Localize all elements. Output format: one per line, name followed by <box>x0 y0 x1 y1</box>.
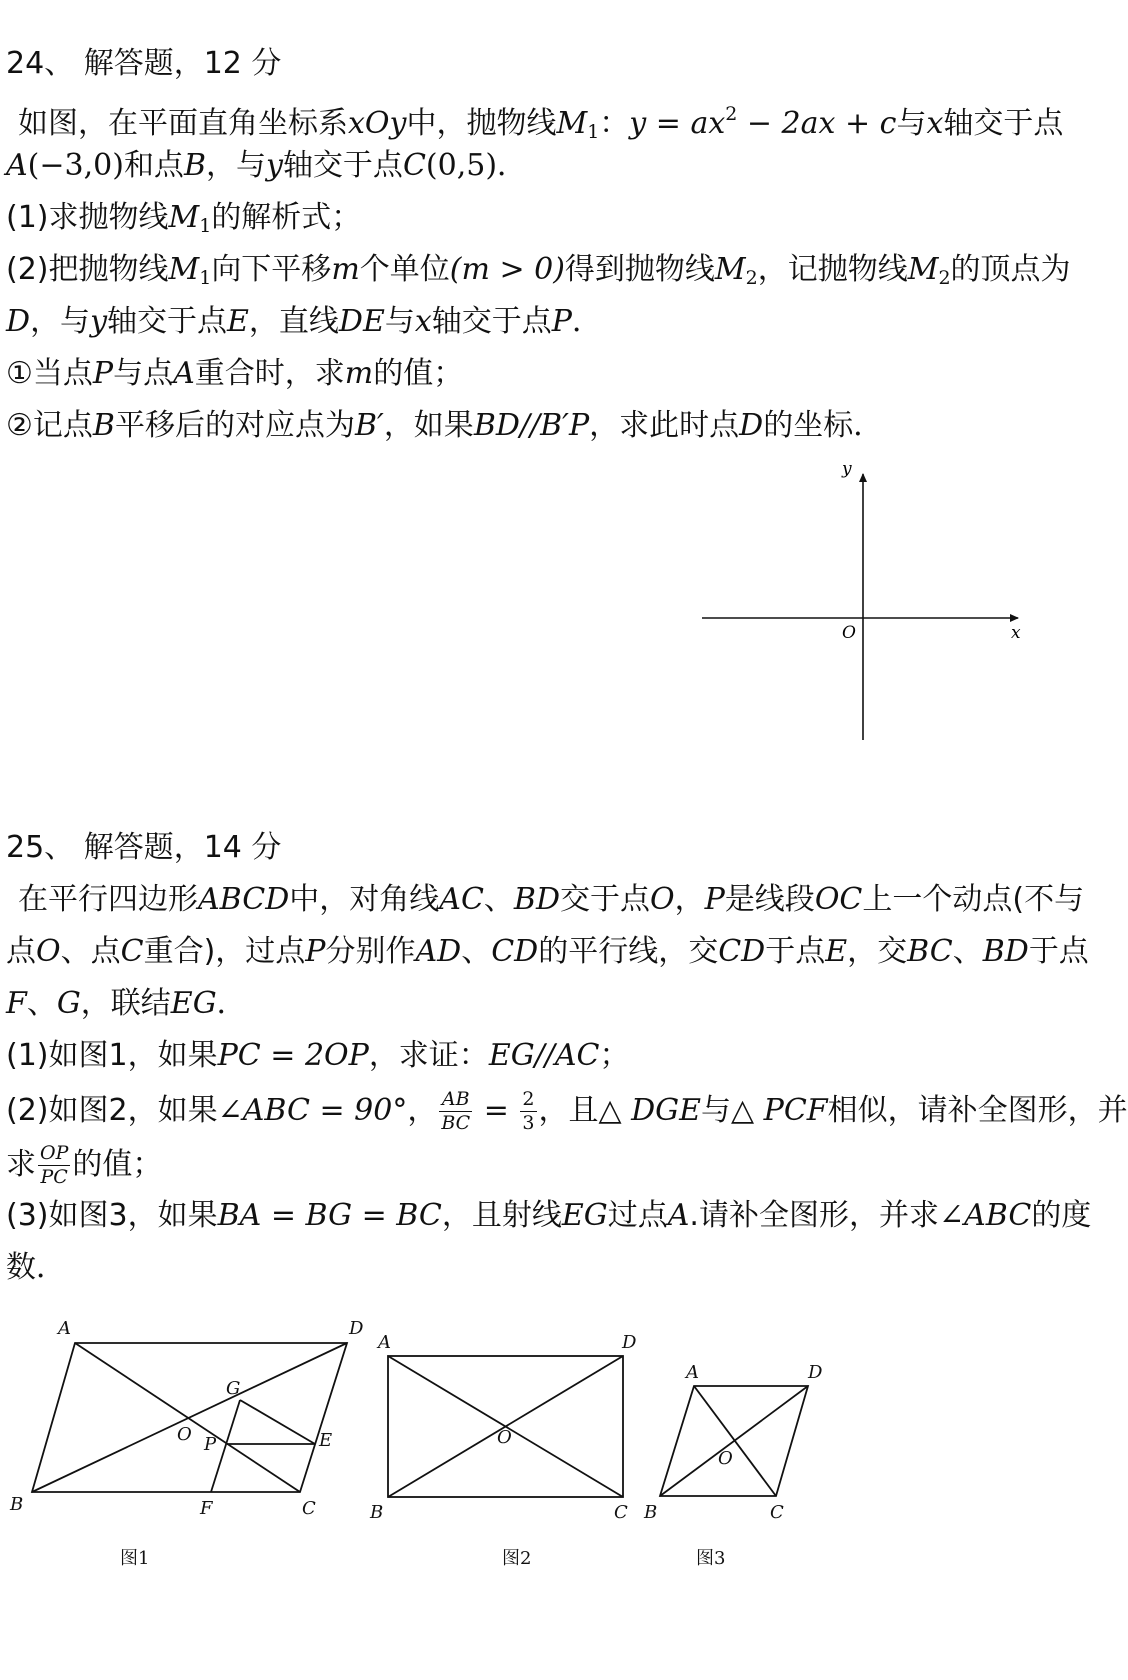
fig3-label-a: A <box>686 1362 699 1383</box>
q24-part2-line2: D，与y轴交于点E，直线DE与x轴交于点P． <box>6 304 602 339</box>
fig1-label-p: P <box>204 1434 217 1455</box>
q24-sub2: ②记点B平移后的对应点为B′，如果BD//B′P，求此时点D的坐标． <box>6 408 884 443</box>
coordinate-axes-figure <box>690 460 1030 745</box>
q25-stem-line2: 点O、点C重合)，过点P分别作AD、CD的平行线，交CD于点E，交BC、BD于点 <box>6 934 1089 969</box>
q25-part3-line2: 数． <box>6 1250 66 1285</box>
q25-part3-line1: (3)如图3，如果BA = BG = BC，且射线EG过点A.请补全图形，并求∠ABC的度 <box>6 1198 1092 1233</box>
q24-stem-line2: A(−3,0)和点B，与y轴交于点C(0,5)． <box>6 148 528 183</box>
origin-label: O <box>842 623 856 643</box>
q24-header: 24、 解答题，12 分 <box>6 46 282 81</box>
q25-part2-line1: (2)如图2，如果∠ABC = 90°， $\frac{AB}{BC}$ = $\frac{2}{3}$ ，且△ DGE与△ PCF相似，请补全图形，并 <box>6 1088 1128 1134</box>
q25-stem-line1: 在平行四边形ABCD中，对角线AC、BD交于点O，P是线段OC上一个动点(不与 <box>18 882 1085 917</box>
q25-part1: (1)如图1，如果PC = 2OP，求证：EG//AC； <box>6 1038 630 1073</box>
q24-stem-line1: 如图，在平面直角坐标系xOy中，抛物线$M_1$：$y = ax^2 - 2ax + c$与x轴交于点 <box>18 103 1064 143</box>
ratio-op-pc: $\frac{OP}{PC}$ <box>40 1142 69 1188</box>
fig1-label-b: B <box>10 1494 24 1515</box>
fig3-diagonal-bd <box>660 1386 808 1496</box>
fig1-diagonal-bd <box>32 1343 347 1492</box>
fig1-label-c: C <box>302 1498 316 1519</box>
q24-sub1: ①当点P与点A重合时，求m的值； <box>6 356 464 391</box>
y-axis-label: y <box>842 459 852 479</box>
q25-part2-line2: 求 $\frac{OP}{PC}$ 的值； <box>6 1142 163 1188</box>
q24-part2-line1: (2)把抛物线$M_1$向下平移m个单位(m > 0)得到抛物线$M_2$，记抛物线$M_2$的顶点为 <box>6 252 1071 289</box>
fig2-label-o: O <box>497 1427 512 1448</box>
fig3-caption: 图3 <box>696 1548 726 1569</box>
fig3-label-d: D <box>808 1362 823 1383</box>
fig1-label-o: O <box>177 1424 192 1445</box>
fig1-label-g: G <box>226 1378 241 1399</box>
x-axis-label: x <box>1011 623 1021 643</box>
q25-stem-line3: F、G，联结EG． <box>6 986 247 1021</box>
fig3-label-b: B <box>644 1502 658 1523</box>
geometry-figures <box>0 1300 1080 1580</box>
ratio-value: $\frac{2}{3}$ <box>522 1088 535 1134</box>
fig1-label-f: F <box>200 1498 213 1519</box>
q25-header: 25、 解答题，14 分 <box>6 830 282 865</box>
fig1-label-d: D <box>349 1318 364 1339</box>
fig1-label-a: A <box>58 1318 71 1339</box>
fig1-segment-ge <box>240 1400 315 1444</box>
fig2-labels <box>369 1332 637 1569</box>
fig2-label-d: D <box>622 1332 637 1353</box>
figure-1 <box>32 1343 347 1492</box>
fig2-caption: 图2 <box>502 1548 532 1569</box>
fig2-label-a: A <box>378 1332 391 1353</box>
figure-3 <box>660 1386 808 1496</box>
fig1-caption: 图1 <box>120 1548 150 1569</box>
fig2-label-b: B <box>370 1502 384 1523</box>
fig3-label-o: O <box>718 1448 733 1469</box>
ratio-ab-bc: $\frac{AB}{BC}$ <box>441 1088 471 1134</box>
q24-part1: (1)求抛物线$M_1$的解析式； <box>6 200 362 237</box>
fig2-label-c: C <box>614 1502 628 1523</box>
fig1-label-e: E <box>319 1430 333 1451</box>
fig3-label-c: C <box>770 1502 784 1523</box>
